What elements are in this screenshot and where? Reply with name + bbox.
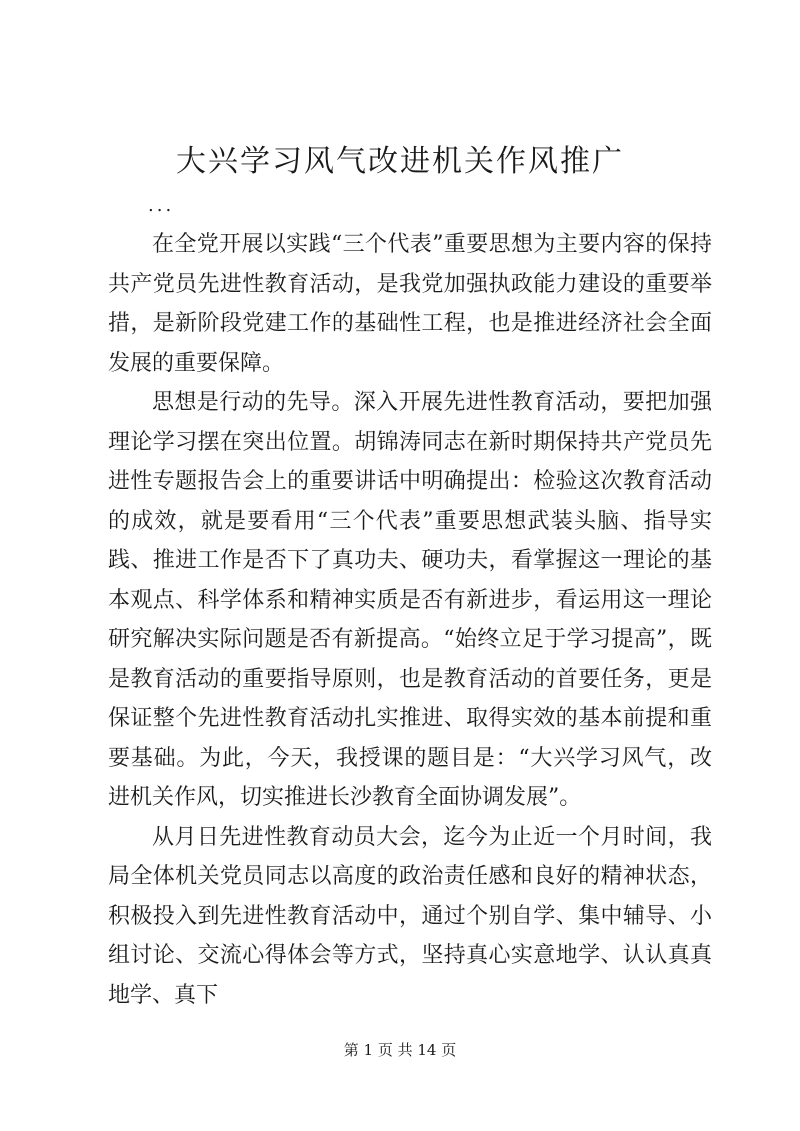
ellipsis-marker: ... bbox=[148, 195, 175, 216]
page-number-footer: 第 1 页 共 14 页 bbox=[343, 1041, 457, 1059]
paragraph-1: 在全党开展以实践“三个代表”重要思想为主要内容的保持共产党员先进性教育活动，是我党加强执政能力建设的重要举措，是新阶段党建工作的基础性工程，也是推进经济社会全面发展的重要保障。 bbox=[108, 232, 712, 376]
document-body bbox=[108, 225, 712, 1015]
paragraph-3: 从月日先进性教育动员大会，迄今为止近一个月时间，我局全体机关党员同志以高度的政治责任感和良好的精神状态，积极投入到先进性教育活动中，通过个别自学、集中辅导、小组讨论、交流心得体会等方式，坚持真心实意地学、认认真真地学、真下 bbox=[108, 824, 712, 1008]
paragraph-2: 思想是行动的先导。深入开展先进性教育活动，要把加强理论学习摆在突出位置。胡锦涛同志在新时期保持共产党员先进性专题报告会上的重要讲话中明确提出：检验这次教育活动的成效，就是要看用“三个代表”重要思想武装头脑、指导实践、推进工作是否下了真功夫、硬功夫，看掌握这一理论的基本观点、科学体系和精神实质是否有新进步，看运用这一理论研究解决实际问题是否有新提高。“始终立足于学习提高”，既是教育活动的重要指导原则，也是教育活动的首要任务，更是保证整个先进性教育活动扎实推进、取得实效的基本前提和重要基础。为此，今天，我授课的题目是：“大兴学习风气，改进机关作风，切实推进长沙教育全面协调发展”。 bbox=[108, 390, 712, 810]
document-title: 大兴学习风气改进机关作风推广 bbox=[176, 144, 624, 179]
